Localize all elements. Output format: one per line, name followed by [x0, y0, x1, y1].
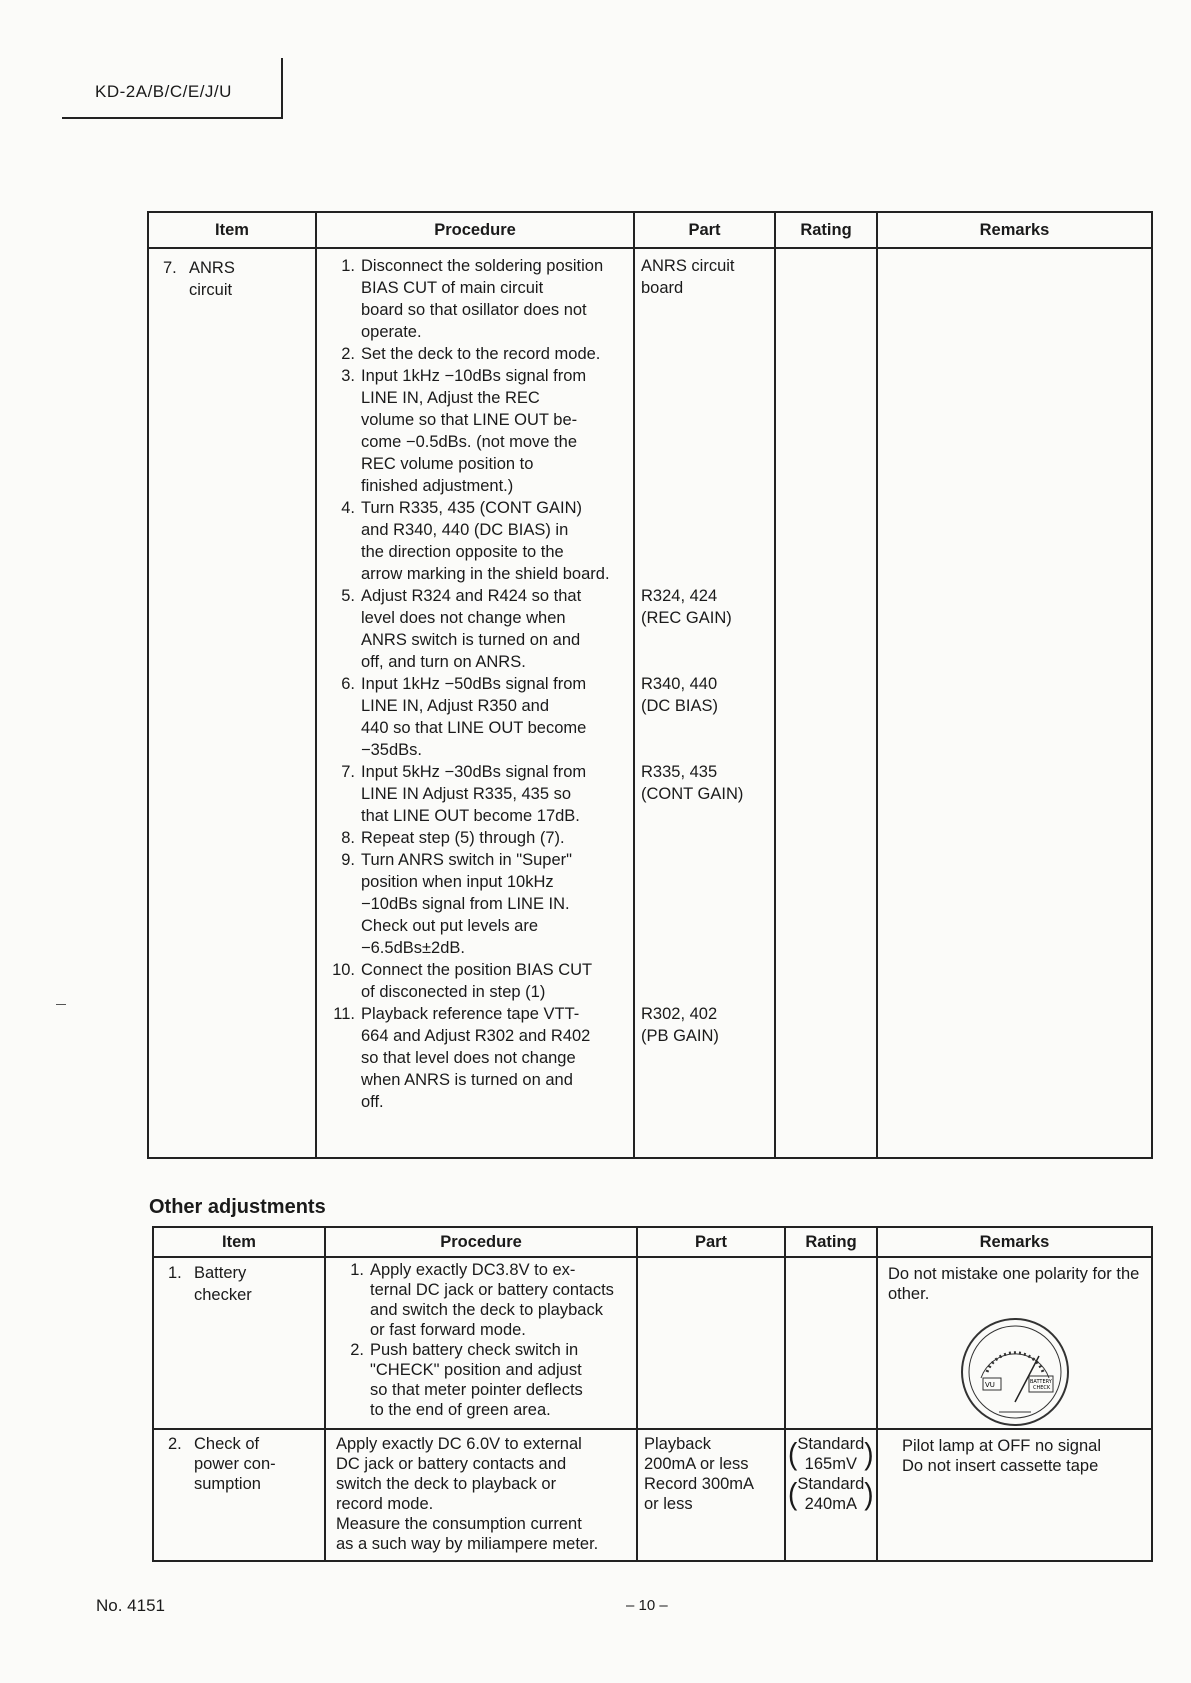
- rating-cell: [775, 248, 877, 1158]
- procedure-step: [321, 1003, 629, 1113]
- procedure-step: [330, 1340, 632, 1420]
- margin-mark: [56, 1004, 66, 1005]
- step-number: 11.: [333, 1005, 355, 1023]
- section-title: Other adjustments: [149, 1196, 326, 1218]
- item-cell: [153, 1429, 325, 1561]
- part-cell: [634, 248, 775, 1158]
- step-number: 2.: [341, 345, 355, 363]
- item-name-cont: circuit: [189, 281, 233, 299]
- meter-vu-label: VU: [984, 1381, 995, 1389]
- item-number: 7.: [163, 259, 177, 277]
- remarks-line: Pilot lamp at OFF no signal: [902, 1437, 1101, 1455]
- step-number: 1.: [341, 257, 355, 275]
- procedure-steps: [326, 1258, 636, 1420]
- part-cell: [637, 1429, 785, 1561]
- step-text: Disconnect the soldering position BIAS CUT of main circuit board so that osillator does not operate.: [361, 257, 604, 341]
- step-text: Set the deck to the record mode.: [361, 345, 601, 363]
- step-number: 10.: [332, 961, 355, 979]
- step-text: Turn R335, 435 (CONT GAIN) and R340, 440 (DC BIAS) in the direction opposite to the arrow marking in the shield board.: [361, 499, 610, 583]
- step-text: Repeat step (5) through (7).: [361, 829, 565, 847]
- step-text: Apply exactly DC3.8V to ex- ternal DC jack or battery contacts and switch the deck to playback or fast forward mode.: [370, 1261, 614, 1339]
- table-header-row: [148, 212, 1152, 248]
- step-number: 8.: [341, 829, 355, 847]
- procedure-step: [321, 827, 629, 849]
- other-adjustments-table: [152, 1226, 1153, 1562]
- procedure-step: [321, 959, 629, 1003]
- remarks-text: Do not mistake one polarity for the other.: [888, 1265, 1140, 1303]
- table-header-row: [153, 1227, 1152, 1257]
- procedure-cell: [325, 1257, 637, 1429]
- anrs-adjustment-table: [147, 211, 1153, 1159]
- table-row: [153, 1257, 1152, 1429]
- step-text: Input 5kHz −30dBs signal from LINE IN Adjust R335, 435 so that LINE OUT become 17dB.: [361, 763, 587, 825]
- procedure-step: [321, 849, 629, 959]
- model-number: KD-2A/B/C/E/J/U: [95, 82, 232, 101]
- col-header-procedure: Procedure: [316, 212, 634, 248]
- step-text: Turn ANRS switch in "Super" position when input 10kHz −10dBs signal from LINE IN. Check out put levels are −6.5dBs±2dB.: [361, 851, 573, 957]
- step-number: 4.: [341, 499, 355, 517]
- rating-voltage: Standard 165mV: [797, 1435, 865, 1473]
- procedure-step: [330, 1260, 632, 1340]
- item-name-cont: power con-: [194, 1455, 276, 1473]
- step-text: Push battery check switch in "CHECK" position and adjust so that meter pointer deflects to the end of green area.: [370, 1341, 583, 1419]
- part-entry: R302, 402 (PB GAIN): [641, 1005, 719, 1045]
- page-number: – 10 –: [626, 1597, 668, 1614]
- step-text: Input 1kHz −10dBs signal from LINE IN, Adjust the REC volume so that LINE OUT be- come −0.5dBs. (not move the REC volume position to finished adjustment.): [361, 367, 587, 495]
- procedure-steps: [317, 249, 633, 1113]
- rating-cell: [785, 1429, 877, 1561]
- table-row: [153, 1429, 1152, 1561]
- table-row: [148, 248, 1152, 1158]
- bracket-close-icon: ): [864, 1476, 874, 1511]
- item-name-cont: checker: [194, 1286, 252, 1304]
- col-header-remarks: Remarks: [877, 1227, 1152, 1257]
- part-entry: R335, 435 (CONT GAIN): [641, 763, 744, 803]
- rating-current: Standard 240mA: [797, 1475, 865, 1513]
- part-entry: R324, 424 (REC GAIN): [641, 587, 732, 627]
- procedure-step: [321, 497, 629, 585]
- header-horizontal-rule: [62, 117, 283, 119]
- remarks-line: Do not insert cassette tape: [902, 1457, 1099, 1475]
- step-number: 9.: [341, 851, 355, 869]
- procedure-step: [321, 761, 629, 827]
- document-number: No. 4151: [96, 1596, 165, 1615]
- remarks-cell: [877, 1429, 1152, 1561]
- col-header-part: Part: [634, 212, 775, 248]
- procedure-step: [321, 255, 629, 343]
- item-name: Check of: [194, 1435, 260, 1453]
- item-name-cont: sumption: [194, 1475, 261, 1493]
- col-header-part: Part: [637, 1227, 785, 1257]
- step-text: Input 1kHz −50dBs signal from LINE IN, Adjust R350 and 440 so that LINE OUT become −35dBs.: [361, 675, 587, 759]
- procedure-step: [321, 343, 629, 365]
- step-number: 5.: [341, 587, 355, 605]
- item-cell: [153, 1257, 325, 1429]
- step-text: Playback reference tape VTT- 664 and Adjust R302 and R402 so that level does not change when ANRS is turned on and off.: [361, 1005, 591, 1111]
- header-vertical-rule: [281, 58, 283, 118]
- remarks-cell: [877, 1257, 1152, 1429]
- step-number: 3.: [341, 367, 355, 385]
- step-number: 1.: [350, 1261, 364, 1279]
- part-entry: ANRS circuit board: [641, 257, 735, 297]
- rating-cell: [785, 1257, 877, 1429]
- col-header-procedure: Procedure: [325, 1227, 637, 1257]
- item-name: Battery: [194, 1264, 247, 1282]
- col-header-remarks: Remarks: [877, 212, 1152, 248]
- col-header-rating: Rating: [775, 212, 877, 248]
- item-number: 1.: [168, 1264, 182, 1282]
- remarks-cell: [877, 248, 1152, 1158]
- meter-battery-label: BATTERY: [1029, 1379, 1052, 1385]
- procedure-cell: [325, 1429, 637, 1561]
- step-text: Connect the position BIAS CUT of disconected in step (1): [361, 961, 593, 1001]
- bracket-open-icon: (: [788, 1476, 798, 1511]
- meter-check-label: CHECK: [1032, 1385, 1050, 1391]
- item-name: ANRS: [189, 259, 235, 277]
- procedure-text: Apply exactly DC 6.0V to external DC jack or battery contacts and switch the deck to playback or record mode. Measure the consumption current as a such way by miliampere meter.: [336, 1435, 599, 1553]
- step-text: Adjust R324 and R424 so that level does not change when ANRS switch is turned on and off, and turn on ANRS.: [361, 587, 582, 671]
- part-cell: [637, 1257, 785, 1429]
- col-header-rating: Rating: [785, 1227, 877, 1257]
- bracket-close-icon: ): [864, 1436, 874, 1471]
- step-number: 6.: [341, 675, 355, 693]
- step-number: 2.: [350, 1341, 364, 1359]
- col-header-item: Item: [148, 212, 316, 248]
- procedure-step: [321, 365, 629, 497]
- part-text: Playback 200mA or less Record 300mA or less: [644, 1435, 755, 1513]
- col-header-item: Item: [153, 1227, 325, 1257]
- item-number: 2.: [168, 1435, 182, 1453]
- battery-meter-illustration: [959, 1316, 1071, 1428]
- step-number: 7.: [341, 763, 355, 781]
- bracket-open-icon: (: [788, 1436, 798, 1471]
- procedure-cell: [316, 248, 634, 1158]
- item-cell: [148, 248, 316, 1158]
- part-list: [635, 249, 774, 1149]
- procedure-step: [321, 673, 629, 761]
- part-entry: R340, 440 (DC BIAS): [641, 675, 719, 715]
- procedure-step: [321, 585, 629, 673]
